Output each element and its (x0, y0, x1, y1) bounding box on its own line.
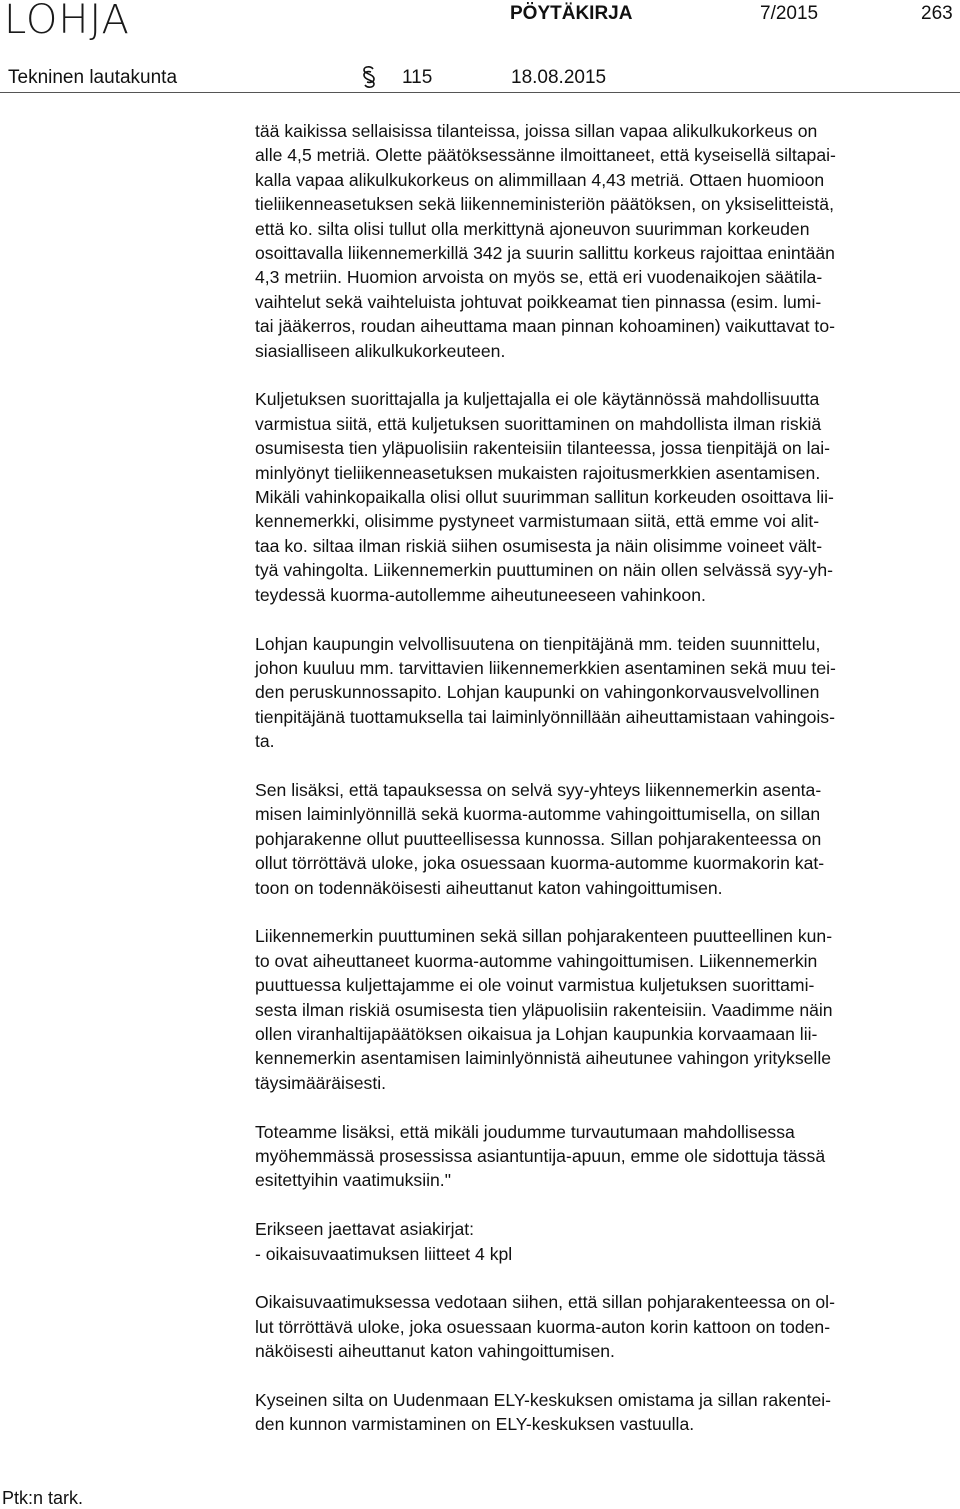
text-line: den peruskunnossapito. Lohjan kaupunki on vahingonkorvausvelvollinen (255, 682, 820, 703)
text-line: taa ko. siltaa ilman riskiä siihen osumisesta ja näin olisimme voineet vält- (255, 535, 823, 556)
body-paragraph (255, 1217, 955, 1266)
text-line: Lohjan kaupungin velvollisuutena on tienpitäjänä mm. teiden suunnittelu, (255, 633, 821, 654)
text-line: misen laiminlyönnillä sekä kuorma-automme vahingoittumisella, on sillan (255, 804, 821, 825)
text-line: Erikseen jaettavat asiakirjat: (255, 1219, 475, 1240)
text-line: johon kuuluu mm. tarvittavien liikennemerkkien asentaminen sekä muu tei- (255, 657, 836, 678)
text-line: ollut törröttävä uloke, joka osuessaan kuorma-automme kuormakorin kat- (255, 853, 825, 874)
text-line: näköisesti aiheuttanut katon vahingoittumisen. (255, 1341, 615, 1362)
text-line: pohjarakenne ollut puutteellisessa kunnossa. Sillan pohjarakenteessa on (255, 828, 822, 849)
text-line: tai jääkerros, roudan aiheuttama maan pinnan kohoaminen) vaikuttavat to- (255, 316, 835, 337)
text-line: Toteamme lisäksi, että mikäli joudumme turvautumaan mahdollisessa (255, 1121, 795, 1142)
text-line: puuttuessa kuljettajamme ei ole voinut varmistua kuljetuksen suorittami- (255, 975, 815, 996)
document-type: PÖYTÄKIRJA (510, 3, 633, 24)
text-line: kennemerkki, olisimme pystyneet varmistumaan siitä, että emme voi alit- (255, 511, 820, 532)
text-line: lut törröttävä uloke, joka osuessaan kuorma-auton korin kattoon on toden- (255, 1316, 831, 1337)
body-paragraph (255, 387, 955, 607)
text-line: Kuljetuksen suorittajalla ja kuljettajalla ei ole käytännössä mahdollisuutta (255, 389, 820, 410)
text-line: esitettyihin vaatimuksiin." (255, 1170, 451, 1191)
text-line: den kunnon varmistaminen on ELY-keskuksen vastuulla. (255, 1414, 695, 1435)
text-line: siasialliseen alikulkukorkeuteen. (255, 340, 506, 361)
text-line: osoittavalla liikennemerkillä 342 ja suurin sallittu korkeus rajoittaa enintään (255, 243, 835, 264)
text-line: tieliikenneasetuksen sekä liikenneministeriön päätöksen, on yksiselitteistä, (255, 194, 834, 215)
section-sign-icon (358, 64, 380, 90)
board-name: Tekninen lautakunta (8, 67, 178, 88)
lohja-logo: LOHJA (4, 0, 130, 43)
text-line: että ko. silta olisi tullut olla merkittynä ajoneuvon suurimman korkeuden (255, 218, 810, 239)
text-line: ta. (255, 731, 275, 752)
text-line: toon on todennäköisesti aiheuttanut katon vahingoittumisen. (255, 877, 723, 898)
text-line: Mikäli vahinkopaikalla olisi ollut suurimman sallitun korkeuden osoittava lii- (255, 487, 834, 508)
header-divider (0, 92, 960, 93)
document-issue: 7/2015 (760, 3, 819, 24)
text-line: to ovat aiheuttaneet kuorma-automme vahingoittumisen. Liikennemerkin (255, 950, 818, 971)
text-line: 4,3 metriin. Huomion arvoista on myös se, että eri vuodenaikojen säätila- (255, 267, 823, 288)
text-line: sesta ilman riskiä osumisesta tien yläpuolisiin rakenteisiin. Vaadimme näin (255, 999, 833, 1020)
text-line: osumisesta tien yläpuolisiin rakenteisiin tilanteessa, jossa tienpitäjä on lai- (255, 438, 831, 459)
page-number: 263 (921, 3, 953, 24)
minutes-checker-label: Ptk:n tark. (2, 1488, 84, 1508)
body-paragraph (255, 632, 955, 754)
text-line: tyä vahingolta. Liikennemerkin puuttuminen on näin ollen selvässä syy-yh- (255, 560, 833, 581)
text-line: kennemerkin asentamisen laiminlyönnistä aiheutunee vahingon yritykselle (255, 1048, 832, 1069)
text-line: Sen lisäksi, että tapauksessa on selvä syy-yhteys liikennemerkin asenta- (255, 779, 822, 800)
body-paragraph (255, 1388, 955, 1437)
text-line: tienpitäjänä tuottamuksella tai laiminlyönnillään aiheuttamistaan vahingois- (255, 706, 835, 727)
text-line: - oikaisuvaatimuksen liitteet 4 kpl (255, 1243, 513, 1264)
body-paragraph (255, 778, 955, 900)
body-paragraph (255, 119, 955, 363)
body-paragraph (255, 1120, 955, 1193)
text-line: vaihtelut sekä vaihteluista johtuvat poikkeamat tien pinnassa (esim. lumi- (255, 291, 822, 312)
body-paragraph (255, 1290, 955, 1363)
text-line: Oikaisuvaatimuksessa vedotaan siihen, että sillan pohjarakenteessa on ol- (255, 1292, 835, 1313)
text-line: täysimääräisesti. (255, 1072, 387, 1093)
meeting-date: 18.08.2015 (511, 67, 607, 88)
text-line: tää kaikissa sellaisissa tilanteissa, joissa sillan vapaa alikulkukorkeus on (255, 121, 818, 141)
document-body (255, 119, 955, 1461)
text-line: myöhemmässä prosessissa asiantuntija-apuun, emme ole sidottuja tässä (255, 1145, 826, 1166)
text-line: Liikennemerkin puuttuminen sekä sillan pohjarakenteen puutteellinen kun- (255, 926, 833, 947)
text-line: alle 4,5 metriä. Olette päätöksessänne ilmoittaneet, että kyseisellä siltapai- (255, 145, 836, 166)
meeting-info-bar (0, 66, 960, 94)
text-line: teydessä kuorma-autollemme aiheutuneeseen vahinkoon. (255, 584, 706, 605)
body-paragraph (255, 924, 955, 1095)
text-line: ollen viranhaltijapäätöksen oikaisua ja Lohjan kaupunkia korvaamaan lii- (255, 1023, 818, 1044)
section-number: 115 (402, 67, 433, 88)
text-line: varmistua siitä, että kuljetuksen suorittaminen on mahdollista ilman riskiä (255, 413, 822, 434)
text-line: Kyseinen silta on Uudenmaan ELY-keskuksen omistama ja sillan rakentei- (255, 1390, 832, 1410)
text-line: kalla vapaa alikulkukorkeus on alimmillaan 4,43 metriä. Ottaen huomioon (255, 169, 825, 190)
text-line: minlyönyt tieliikenneasetuksen mukaisten rajoitusmerkkien asentamisen. (255, 462, 821, 483)
